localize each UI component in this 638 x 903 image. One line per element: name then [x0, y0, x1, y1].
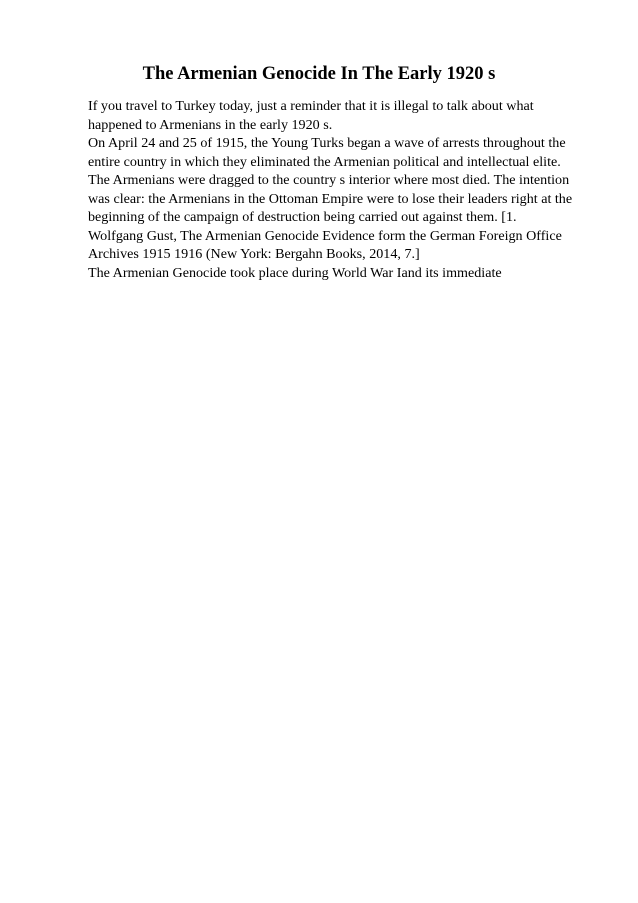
body-line: Archives 1915 1916 (New York: Bergahn Books, 2014, 7.] [88, 246, 420, 262]
body-line: beginning of the campaign of destruction being carried out against them. [1. [88, 209, 517, 225]
body-line: entire country in which they eliminated the Armenian political and intellectual elite. [88, 153, 561, 170]
body-line: The Armenian Genocide took place during World War Iand its immediate [88, 264, 502, 281]
document-body [88, 97, 608, 282]
body-line: The Armenians were dragged to the country s interior where most died. The intention [88, 172, 570, 188]
body-line: Wolfgang Gust, The Armenian Genocide Evidence form the German Foreign Office [88, 227, 562, 244]
body-line: happened to Armenians in the early 1920 s. [88, 116, 333, 133]
document-title: The Armenian Genocide In The Early 1920 s [142, 64, 496, 84]
body-line: If you travel to Turkey today, just a reminder that it is illegal to talk about what [88, 98, 534, 114]
body-line: On April 24 and 25 of 1915, the Young Turks began a wave of arrests throughout the [88, 135, 566, 151]
body-line: was clear: the Armenians in the Ottoman Empire were to lose their leaders right at the [88, 190, 573, 207]
